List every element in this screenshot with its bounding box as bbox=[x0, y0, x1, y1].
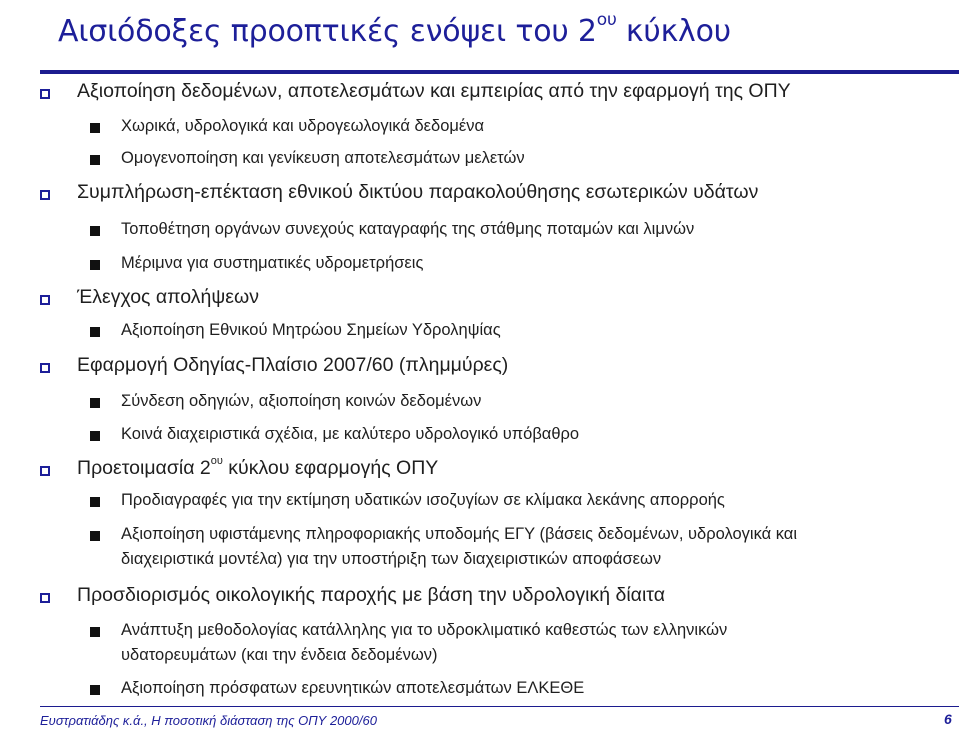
hollow-square-bullet-icon bbox=[40, 593, 50, 603]
hollow-square-bullet-icon bbox=[40, 363, 50, 373]
list-item: Τοποθέτηση οργάνων συνεχούς καταγραφής της στάθμης ποταμών και λιμνών bbox=[121, 220, 695, 238]
hollow-square-bullet-icon bbox=[40, 466, 50, 476]
filled-square-bullet-icon bbox=[90, 123, 100, 133]
footer-citation: Ευστρατιάδης κ.ά., Η ποσοτική διάσταση της ΟΠΥ 2000/60 bbox=[40, 713, 377, 728]
filled-square-bullet-icon bbox=[90, 497, 100, 507]
filled-square-bullet-icon bbox=[90, 260, 100, 270]
filled-square-bullet-icon bbox=[90, 327, 100, 337]
filled-square-bullet-icon bbox=[90, 155, 100, 165]
list-item: Αξιοποίηση δεδομένων, αποτελεσμάτων και εμπειρίας από την εφαρμογή της ΟΠΥ bbox=[77, 80, 791, 102]
filled-square-bullet-icon bbox=[90, 531, 100, 541]
list-item: Προδιαγραφές για την εκτίμηση υδατικών ισοζυγίων σε κλίμακα λεκάνης απορροής bbox=[121, 491, 725, 509]
footer-divider bbox=[40, 706, 959, 707]
list-item: Χωρικά, υδρολογικά και υδρογεωλογικά δεδομένα bbox=[121, 117, 485, 135]
list-item-continuation: διαχειριστικά μοντέλα) για την υποστήριξη των διαχειριστικών αποφάσεων bbox=[121, 550, 662, 568]
list-item: Αξιοποίηση υφιστάμενης πληροφοριακής υποδομής ΕΓΥ (βάσεις δεδομένων, υδρολογικά και bbox=[121, 525, 798, 543]
page-number: 6 bbox=[944, 711, 952, 727]
hollow-square-bullet-icon bbox=[40, 89, 50, 99]
filled-square-bullet-icon bbox=[90, 685, 100, 695]
list-item: Έλεγχος απολήψεων bbox=[77, 286, 259, 308]
hollow-square-bullet-icon bbox=[40, 190, 50, 200]
filled-square-bullet-icon bbox=[90, 431, 100, 441]
list-item: Αξιοποίηση Εθνικού Μητρώου Σημείων Υδροληψίας bbox=[121, 321, 501, 339]
list-item: Ομογενοποίηση και γενίκευση αποτελεσμάτων μελετών bbox=[121, 149, 525, 167]
filled-square-bullet-icon bbox=[90, 398, 100, 408]
list-item: Ανάπτυξη μεθοδολογίας κατάλληλης για το υδροκλιματικό καθεστώς των ελληνικών bbox=[121, 621, 728, 639]
list-item: Αξιοποίηση πρόσφατων ερευνητικών αποτελεσμάτων ΕΛΚΕΘΕ bbox=[121, 679, 585, 697]
hollow-square-bullet-icon bbox=[40, 295, 50, 305]
list-item: Μέριμνα για συστηματικές υδρομετρήσεις bbox=[121, 254, 424, 272]
list-item: Προετοιμασία $2^{o\upsilon}$ κύκλου εφαρμογής ΟΠΥ bbox=[77, 455, 439, 479]
list-item-continuation: υδατορευμάτων (και την ένδεια δεδομένων) bbox=[121, 646, 438, 664]
page-title: Αισιόδοξες προοπτικές ενόψει του $2^{o\upsilon}$ κύκλου bbox=[58, 10, 731, 49]
list-item: Συμπλήρωση-επέκταση εθνικού δικτύου παρακολούθησης εσωτερικών υδάτων bbox=[77, 181, 759, 203]
list-item: Κοινά διαχειριστικά σχέδια, με καλύτερο υδρολογικό υπόβαθρο bbox=[121, 425, 580, 443]
list-item: Προσδιορισμός οικολογικής παροχής με βάση την υδρολογική δίαιτα bbox=[77, 584, 665, 606]
filled-square-bullet-icon bbox=[90, 627, 100, 637]
filled-square-bullet-icon bbox=[90, 226, 100, 236]
list-item: Σύνδεση οδηγιών, αξιοποίηση κοινών δεδομένων bbox=[121, 392, 482, 410]
list-item: Εφαρμογή Οδηγίας-Πλαίσιο 2007/60 (πλημμύρες) bbox=[77, 354, 509, 376]
